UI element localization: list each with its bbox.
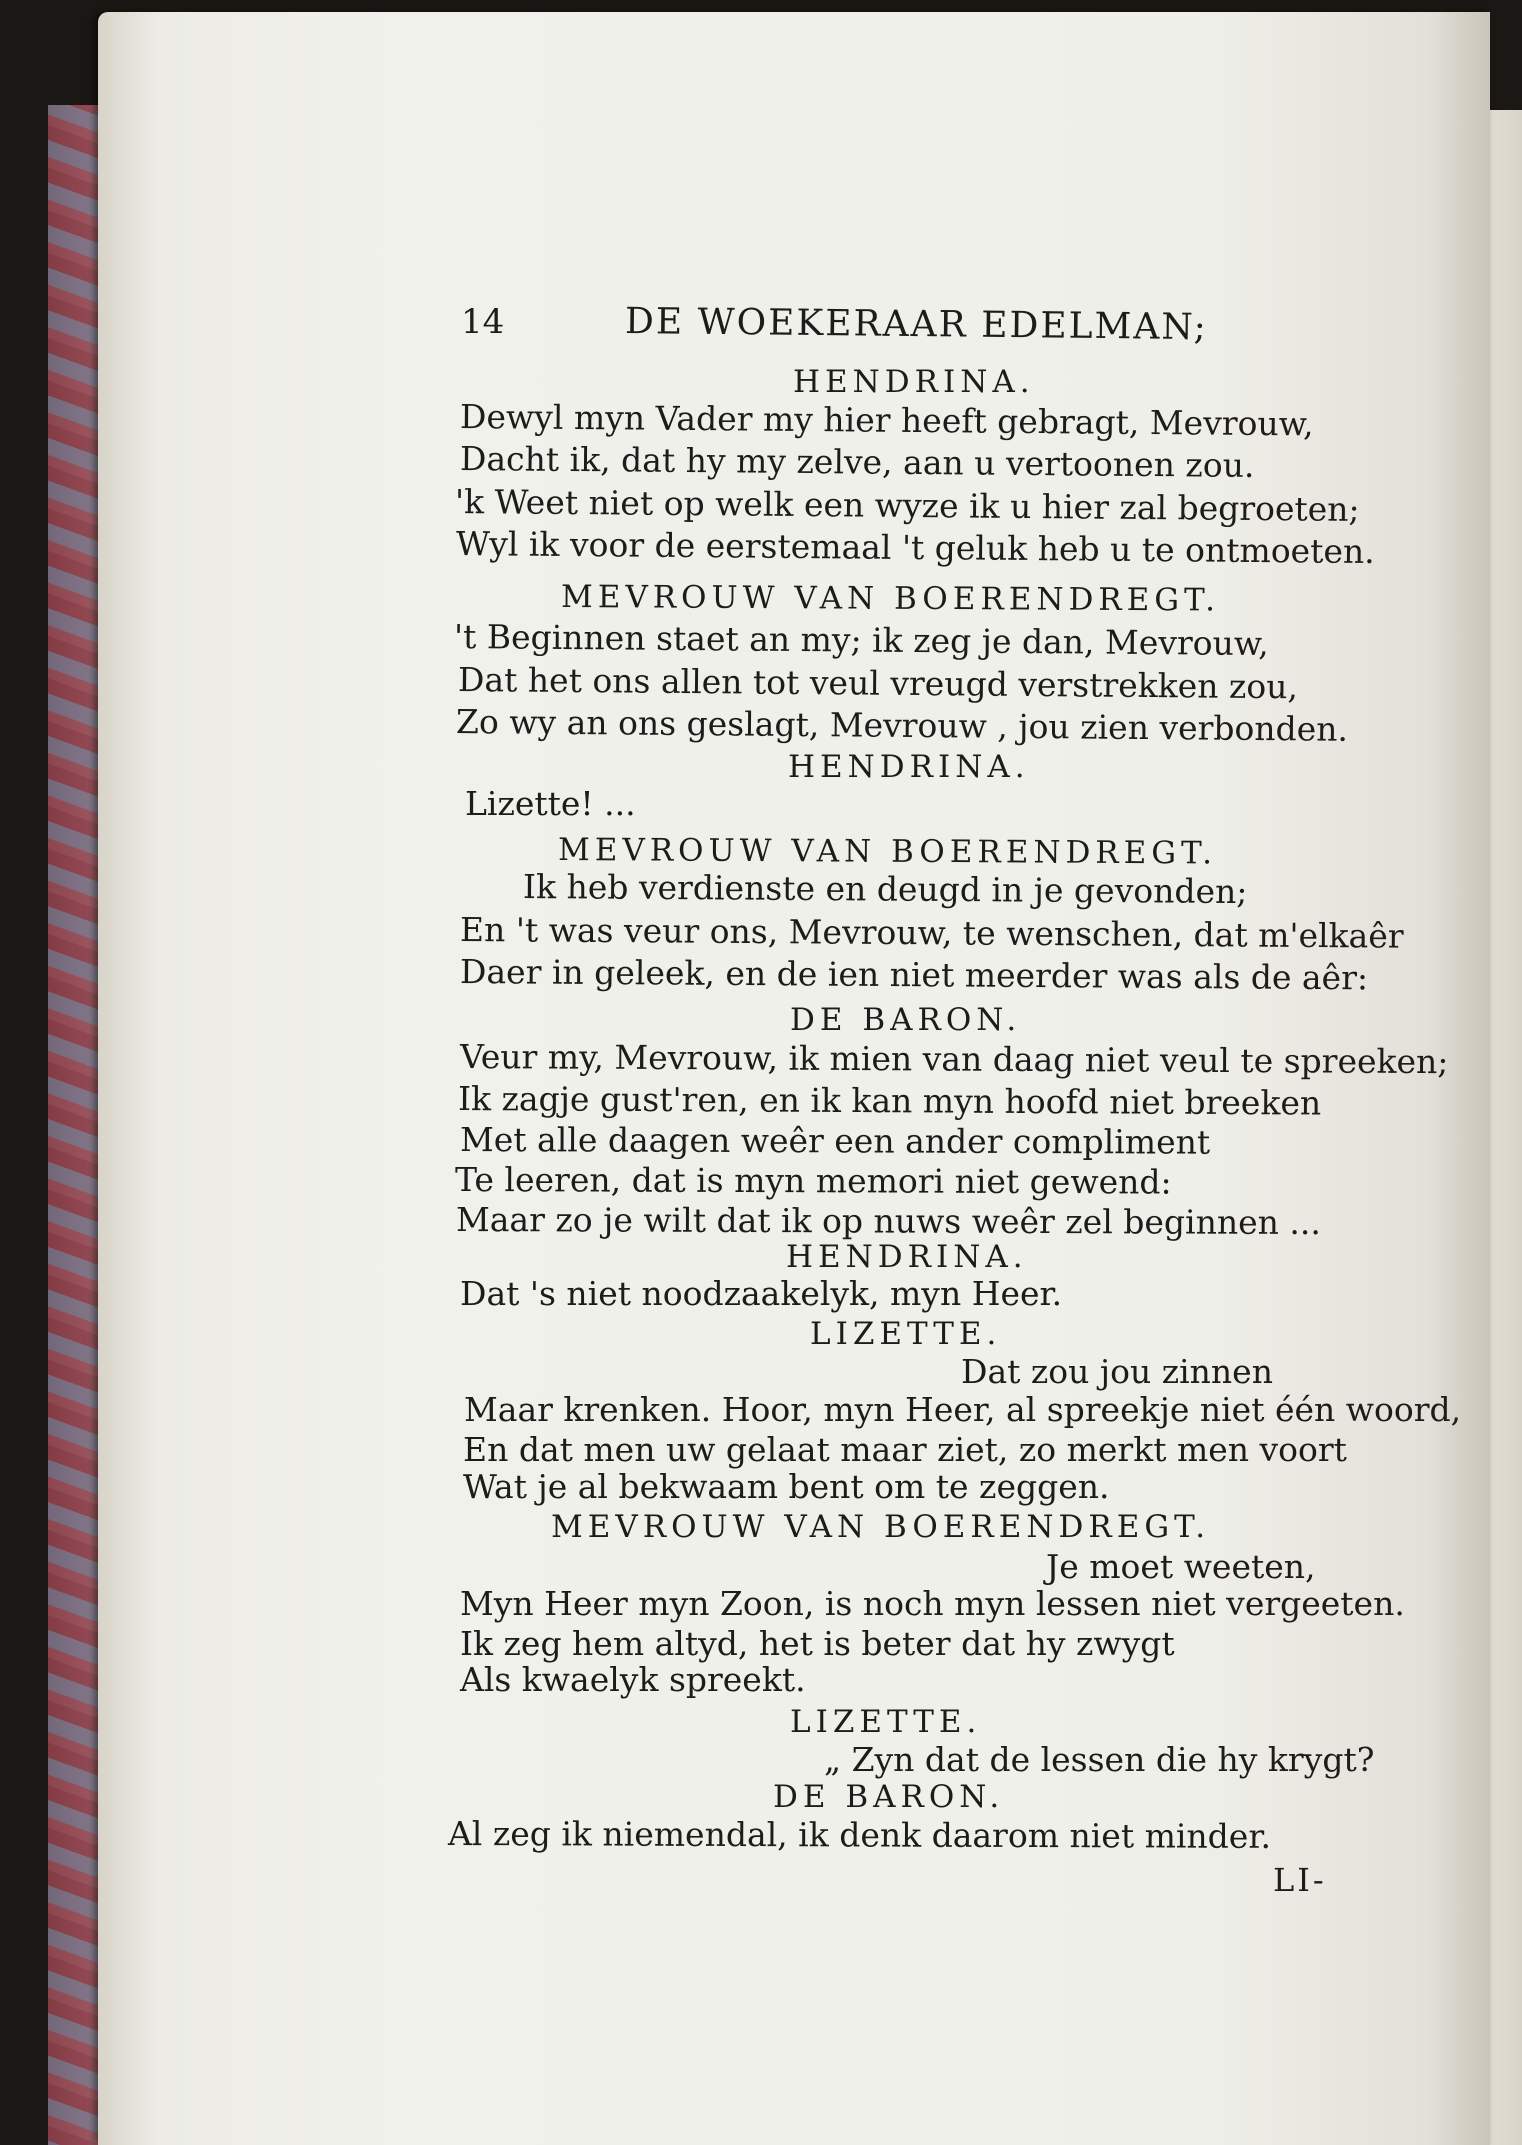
verse-line: Dat het ons allen tot veul vreugd verstrekken zou, xyxy=(457,660,1299,707)
verse-line: Dacht ik, dat hy my zelve, aan u vertoonen zou. xyxy=(459,439,1255,485)
verse-line: Wyl ik voor de eerstemaal 't geluk heb u te ontmoeten. xyxy=(455,524,1375,572)
running-title: DE WOEKERAAR EDELMAN; xyxy=(624,301,1208,349)
verse-line: Ik heb verdienste en deugd in je gevonden; xyxy=(522,867,1248,912)
verse-line: Je moet weeten, xyxy=(1046,1547,1316,1586)
book-page xyxy=(98,12,1490,2145)
verse-line: Als kwaelyk spreekt. xyxy=(460,1660,806,1699)
verse-line: Wat je al bekwaam bent om te zeggen. xyxy=(463,1467,1110,1506)
speaker-name: DE BARON. xyxy=(790,1002,1022,1038)
verse-line: Zo wy an ons geslagt, Mevrouw , jou zien verbonden. xyxy=(455,702,1349,749)
verse-line: 't Beginnen staet an my; ik zeg je dan, Mevrouw, xyxy=(453,617,1269,664)
page-number: 14 xyxy=(461,302,505,342)
verse-line: Dat zou jou zinnen xyxy=(961,1352,1273,1391)
speaker-name: HENDRINA. xyxy=(786,1239,1028,1275)
verse-line: Daer in geleek, en de ien niet meerder was als de aêr: xyxy=(459,952,1369,998)
speaker-name: MEVROUW VAN BOERENDREGT. xyxy=(551,1509,1211,1545)
speaker-name: HENDRINA. xyxy=(793,364,1035,400)
verse-line: Maar krenken. Hoor, myn Heer, al spreekje niet één woord, xyxy=(464,1390,1462,1429)
verse-line: Met alle daagen weêr een ander compliment xyxy=(459,1120,1211,1162)
verse-line: Lizette! ... xyxy=(465,784,636,823)
verse-line: Te leeren, dat is myn memori niet gewend: xyxy=(454,1160,1172,1202)
speaker-name: LIZETTE. xyxy=(810,1316,1002,1352)
speaker-name: HENDRINA. xyxy=(788,749,1030,785)
verse-line: En 't was veur ons, Mevrouw, te wenschen, dat m'elkaêr xyxy=(459,910,1404,956)
catchword: LI- xyxy=(1273,1861,1327,1899)
verse-line: Veur my, Mevrouw, ik mien van daag niet veul te spreeken; xyxy=(459,1037,1449,1082)
verse-line: Maar zo je wilt dat ik op nuws weêr zel beginnen ... xyxy=(455,1200,1321,1243)
speaker-name: MEVROUW VAN BOERENDREGT. xyxy=(560,579,1221,619)
verse-line: Ik zeg hem altyd, het is beter dat hy zwygt xyxy=(460,1624,1175,1663)
verse-line: Ik zagje gust'ren, en ik kan myn hoofd niet breeken xyxy=(457,1079,1322,1123)
speaker-name: DE BARON. xyxy=(773,1779,1005,1815)
page-text xyxy=(98,12,1490,2145)
verse-line: 'k Weet niet op welk een wyze ik u hier zal begroeten; xyxy=(454,482,1360,529)
verse-line: Al zeg ik niemendal, ik denk daarom niet minder. xyxy=(447,1814,1272,1856)
speaker-name: LIZETTE. xyxy=(790,1704,982,1740)
verse-line: „ Zyn dat de lessen die hy krygt? xyxy=(824,1740,1375,1779)
speaker-name: MEVROUW VAN BOERENDREGT. xyxy=(557,832,1218,872)
verse-line: En dat men uw gelaat maar ziet, zo merkt men voort xyxy=(463,1430,1347,1469)
verse-line: Dat 's niet noodzaakelyk, myn Heer. xyxy=(460,1274,1063,1313)
verse-line: Myn Heer myn Zoon, is noch myn lessen niet vergeeten. xyxy=(460,1584,1405,1623)
verse-line: Dewyl myn Vader my hier heeft gebragt, Mevrouw, xyxy=(459,397,1314,444)
